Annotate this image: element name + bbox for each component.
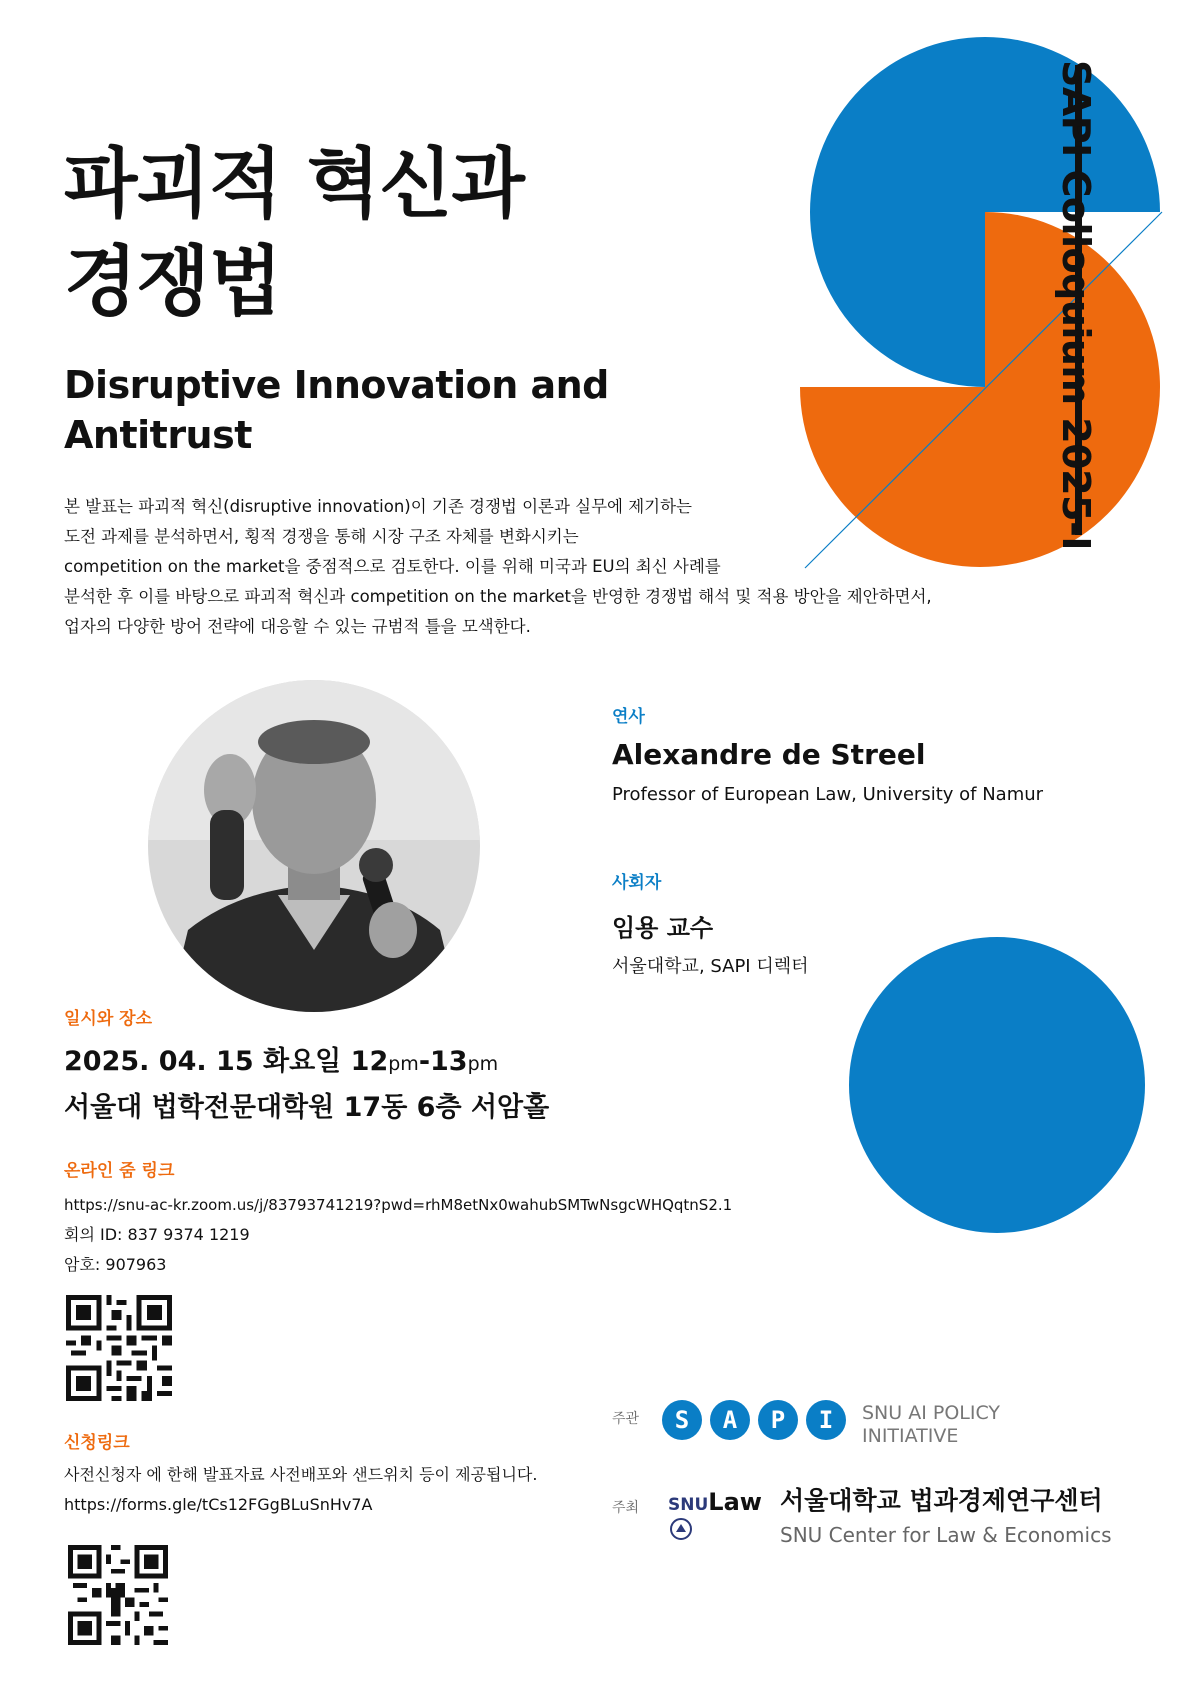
sapi-logo-letter: A bbox=[710, 1400, 750, 1440]
description-line: 도전 과제를 분석하면서, 횡적 경쟁을 통해 시장 구조 자체를 변화시키는 bbox=[64, 527, 579, 546]
speaker-photo bbox=[148, 680, 480, 1012]
series-label: SAPI Colloquium 2025-I bbox=[1054, 60, 1098, 550]
pm-text: pm bbox=[388, 1053, 419, 1075]
moderator-name: 임용 교수 bbox=[612, 914, 714, 942]
sapi-logo-letter: I bbox=[806, 1400, 846, 1440]
organizer-label: 주관 bbox=[612, 1411, 640, 1427]
register-qr-code[interactable] bbox=[68, 1545, 168, 1645]
zoom-meeting-id: 회의 ID: 837 9374 1219 bbox=[64, 1225, 250, 1244]
moderator-label: 사회자 bbox=[612, 873, 662, 893]
organizer-name-line1: SNU AI POLICY bbox=[862, 1402, 1001, 1424]
host-name bbox=[780, 1484, 1111, 1552]
schedule-label: 일시와 장소 bbox=[64, 1009, 153, 1029]
law-text: Law bbox=[708, 1488, 762, 1516]
zoom-password: 암호: 907963 bbox=[64, 1255, 167, 1274]
description-line: competition on the market을 중점적으로 검토한다. 이를 위해 미국과 EU의 최신 사례를 bbox=[64, 557, 721, 576]
speaker-name: Alexandre de Streel bbox=[612, 738, 926, 771]
host-name-en: SNU Center for Law & Economics bbox=[780, 1523, 1112, 1547]
speaker-label: 연사 bbox=[612, 707, 645, 727]
schedule-block bbox=[64, 1040, 549, 1130]
register-label: 신청링크 bbox=[64, 1433, 130, 1453]
description-line: 분석한 후 이를 바탕으로 파괴적 혁신과 competition on the market을 반영한 경쟁법 해석 및 적용 방안을 제안하면서, bbox=[64, 587, 932, 606]
register-info bbox=[64, 1460, 684, 1520]
organizer-name bbox=[862, 1402, 1000, 1448]
organizer-name-line2: INITIATIVE bbox=[862, 1425, 959, 1447]
zoom-label: 온라인 줌 링크 bbox=[64, 1161, 175, 1181]
title-ko-line2: 경쟁법 bbox=[64, 237, 282, 326]
zoom-url-link[interactable]: https://snu-ac-kr.zoom.us/j/83793741219?pwd=rhM8etNx0wahubSMTwNsgcWHQqtnS2.1 bbox=[64, 1196, 733, 1214]
schedule-date bbox=[64, 1040, 549, 1086]
description bbox=[64, 492, 1024, 642]
pm-text: pm bbox=[467, 1053, 499, 1075]
title-en-line1: Disruptive Innovation and bbox=[64, 363, 609, 407]
host-name-ko: 서울대학교 법과경제연구센터 bbox=[780, 1486, 1103, 1515]
moderator-affiliation: 서울대학교, SAPI 디렉터 bbox=[612, 956, 809, 977]
register-note: 사전신청자 에 한해 발표자료 사전배포와 샌드위치 등이 제공됩니다. bbox=[64, 1465, 538, 1484]
host-label: 주최 bbox=[612, 1500, 640, 1516]
sapi-logo-letter: P bbox=[758, 1400, 798, 1440]
register-url-link[interactable]: https://forms.gle/tCs12FGgBLuSnHv7A bbox=[64, 1495, 373, 1514]
description-line: 본 발표는 파괴적 혁신(disruptive innovation)이 기존 경쟁법 이론과 실무에 제기하는 bbox=[64, 497, 692, 516]
sapi-logo bbox=[662, 1400, 846, 1440]
title-korean bbox=[64, 135, 524, 331]
end-time-text: -13 bbox=[418, 1046, 468, 1077]
snu-law-logo bbox=[668, 1488, 762, 1516]
date-text: 2025. 04. 15 화요일 12 bbox=[64, 1046, 389, 1077]
description-line: 업자의 다양한 방어 전략에 대응할 수 있는 규범적 틀을 모색한다. bbox=[64, 617, 531, 636]
sapi-logo-letter: S bbox=[662, 1400, 702, 1440]
title-en-line2: Antitrust bbox=[64, 413, 252, 457]
zoom-info bbox=[64, 1190, 864, 1280]
speaker-affiliation: Professor of European Law, University of Namur bbox=[612, 784, 1044, 805]
title-ko-line1: 파괴적 혁신과 bbox=[64, 139, 524, 228]
snu-emblem-icon bbox=[670, 1518, 692, 1540]
blue-circle bbox=[849, 937, 1145, 1233]
schedule-venue: 서울대 법학전문대학원 17동 6층 서암홀 bbox=[64, 1092, 550, 1123]
title-english bbox=[64, 360, 609, 460]
snu-text: SNU bbox=[668, 1495, 709, 1515]
zoom-qr-code[interactable] bbox=[66, 1295, 172, 1401]
